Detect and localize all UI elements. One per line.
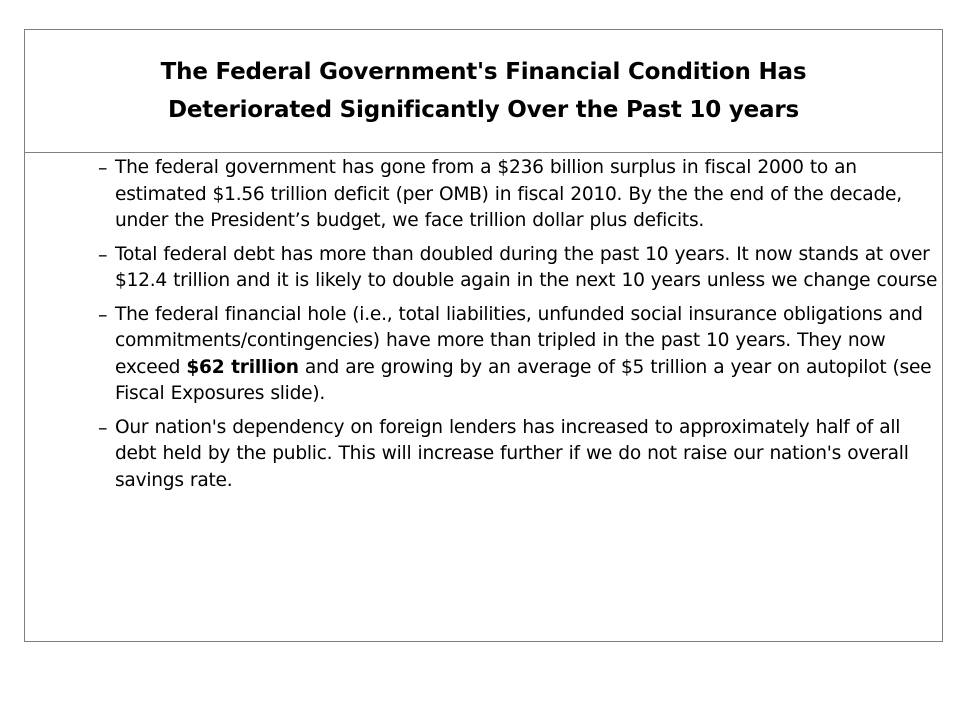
bullet-dash: – bbox=[98, 416, 108, 439]
bullet-text bbox=[115, 302, 938, 408]
slide-title-line-2: Deteriorated Significantly Over the Past 10 years bbox=[168, 97, 799, 123]
bullet-text: The federal government has gone from a $236 billion surplus in fiscal 2000 to an estimated $1.56 trillion deficit (per OMB) in fiscal 2010. By the the end of the decade, under the President’s budget, we face trillion dollar plus deficits. bbox=[115, 157, 902, 231]
bullet-item-financial-hole bbox=[98, 302, 938, 408]
bullet-text: Our nation's dependency on foreign lenders has increased to approximately half of all debt held by the public. This will increase further if we do not raise our nation's overall savings rate. bbox=[115, 416, 909, 491]
slide-title bbox=[161, 53, 807, 129]
slide-title-line-1: The Federal Government's Financial Condition Has bbox=[160, 59, 807, 85]
bullet-emphasis: $62 trillion bbox=[186, 356, 299, 378]
bullet-list bbox=[98, 155, 938, 501]
bullet-text: Total federal debt has more than doubled during the past 10 years. It now stands at over $12.4 trillion and it is likely to double again in the next 10 years unless we change course bbox=[115, 243, 938, 291]
bullet-item-foreign-lenders bbox=[98, 415, 938, 495]
bullet-text-after: and are growing by an average of $5 trillion a year on autopilot (see Fiscal Exposures slide). bbox=[115, 356, 932, 404]
bullet-dash: – bbox=[98, 157, 108, 179]
slide-frame bbox=[24, 29, 943, 642]
bullet-text-before: The federal financial hole (i.e., total liabilities, unfunded social insurance obligations and commitments/contingencies) have more than tripled in the past 10 years. They now exceed bbox=[115, 303, 923, 378]
title-box bbox=[25, 30, 942, 153]
bullet-item-surplus-to-deficit bbox=[98, 155, 938, 235]
bullet-dash: – bbox=[98, 243, 108, 266]
bullet-item-federal-debt bbox=[98, 242, 938, 295]
bullet-dash: – bbox=[98, 303, 108, 326]
